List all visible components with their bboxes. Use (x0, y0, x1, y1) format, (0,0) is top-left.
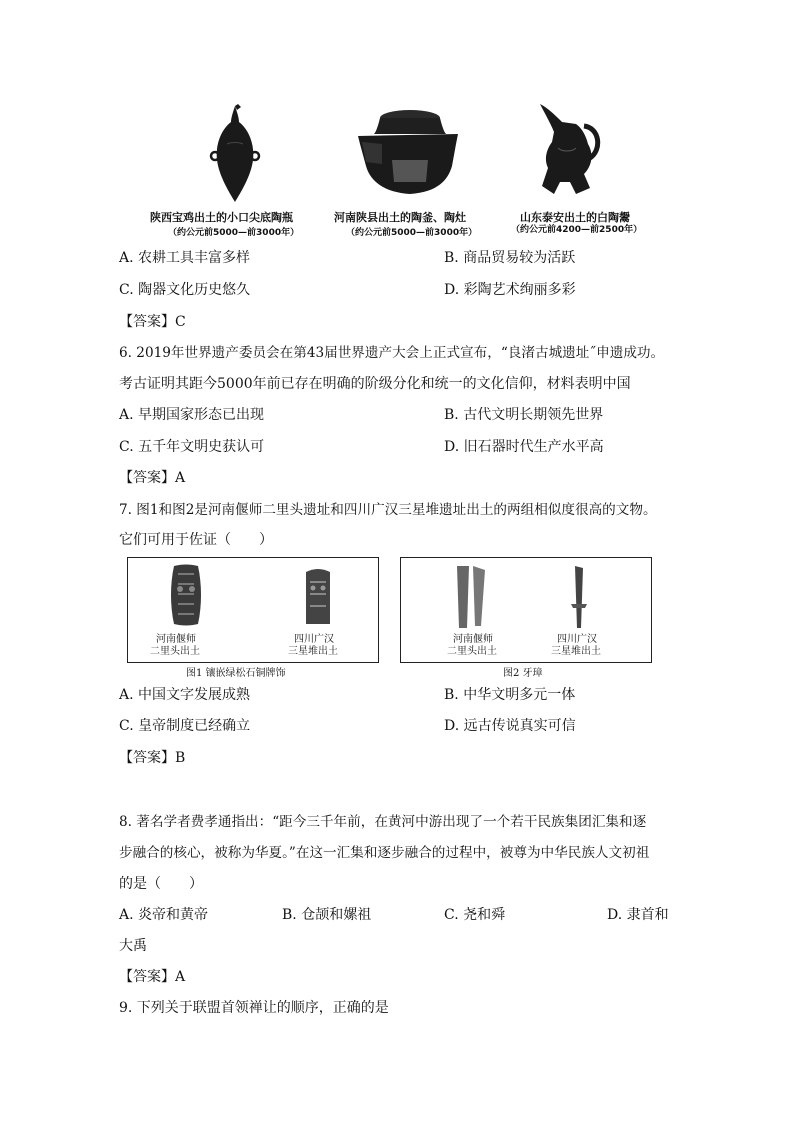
pottery-date-3: （约公元前4200—前2500年） (511, 225, 643, 235)
q6-stem-line2: 考古证明其距今5000年前已存在明确的阶级分化和统一的文化信仰，材料表明中国 (119, 376, 631, 392)
fig2-right-label-2: 三星堆出土 (551, 646, 601, 657)
q8-stem-line3: 的是（ ） (119, 876, 203, 892)
q7-option-a: A. 中国文字发展成熟 (119, 687, 251, 703)
q5-option-d: D. 彩陶艺术绚丽多彩 (444, 282, 576, 298)
q6-option-d: D. 旧石器时代生产水平高 (444, 439, 604, 455)
yazhang-blade-icon-2 (567, 564, 591, 630)
pottery-caption-3: 山东泰安出土的白陶鬶 (520, 211, 630, 224)
fig1-left-label-2: 二里头出土 (150, 646, 200, 657)
q8-option-a: A. 炎帝和黄帝 (119, 907, 209, 923)
q8-option-b: B. 仓颉和嫘祖 (282, 907, 372, 923)
q6-option-c: C. 五千年文明史获认可 (119, 439, 265, 455)
fig1-right-label-1: 四川广汉 (294, 634, 334, 645)
q7-stem-line1: 7. 图1和图2是河南偃师二里头遗址和四川广汉三星堆遗址出土的两组相似度很高的文物。 (119, 502, 657, 518)
q7-option-c: C. 皇帝制度已经确立 (119, 718, 251, 734)
q6-stem-line1: 6. 2019年世界遗产委员会在第43届世界遗产大会上正式宣布，“良渚古城遗址˝申遗成功。 (119, 345, 665, 361)
fig1-right-label-2: 三星堆出土 (288, 646, 338, 657)
fig2-caption: 图2 牙璋 (503, 668, 543, 679)
q8-option-c: C. 尧和舜 (444, 907, 506, 923)
fig2-right-label-1: 四川广汉 (557, 634, 597, 645)
q7-option-d: D. 远古传说真实可信 (444, 718, 576, 734)
q5-option-a: A. 农耕工具丰富多样 (119, 250, 251, 266)
figure-2-frame (400, 557, 652, 663)
fig2-left-label-2: 二里头出土 (447, 646, 497, 657)
fig1-caption: 图1 镶嵌绿松石铜牌饰 (186, 668, 286, 679)
yazhang-blade-icon (451, 564, 491, 630)
q8-option-d-continued: 大禹 (119, 938, 147, 954)
q9-stem-line1: 9. 下列关于联盟首领禅让的顺序，正确的是 (119, 1000, 389, 1016)
q8-stem-line2: 步融合的核心，被称为华夏。”在这一汇集和逐步融合的过程中，被尊为中华民族人文初祖 (119, 845, 650, 861)
q7-answer: 【答案】B (119, 750, 186, 766)
q7-option-b: B. 中华文明多元一体 (444, 687, 576, 703)
q8-stem-line1: 8. 著名学者费孝通指出：“距今三千年前，在黄河中游出现了一个若干民族集团汇集和逐 (119, 814, 647, 830)
fig1-left-label-1: 河南偃师 (156, 634, 196, 645)
pottery-stove-icon (352, 104, 464, 198)
white-pottery-gui-icon (532, 102, 606, 198)
q7-stem-line2: 它们可用于佐证（ ） (119, 532, 273, 548)
fig2-left-label-1: 河南偃师 (453, 634, 493, 645)
pottery-caption-2: 河南陕县出土的陶釜、陶灶 (334, 211, 466, 224)
pottery-date-1: （约公元前5000—前3000年） (168, 228, 300, 238)
pointed-bottom-vase-icon (205, 104, 265, 204)
pottery-caption-1: 陕西宝鸡出土的小口尖底陶瓶 (150, 211, 293, 224)
turquoise-bronze-plaque-icon (168, 564, 204, 626)
q6-option-b: B. 古代文明长期领先世界 (444, 407, 604, 423)
turquoise-bronze-plaque-icon-2 (302, 568, 334, 626)
q5-answer: 【答案】C (119, 314, 186, 330)
q8-option-d: D. 隶首和 (607, 907, 669, 923)
q5-option-b: B. 商品贸易较为活跃 (444, 250, 576, 266)
q6-answer: 【答案】A (119, 470, 186, 486)
q6-option-a: A. 早期国家形态已出现 (119, 407, 265, 423)
q5-option-c: C. 陶器文化历史悠久 (119, 282, 251, 298)
figure-1-frame (127, 557, 379, 663)
q8-answer: 【答案】A (119, 969, 186, 985)
pottery-date-2: （约公元前5000—前3000年） (346, 228, 478, 238)
